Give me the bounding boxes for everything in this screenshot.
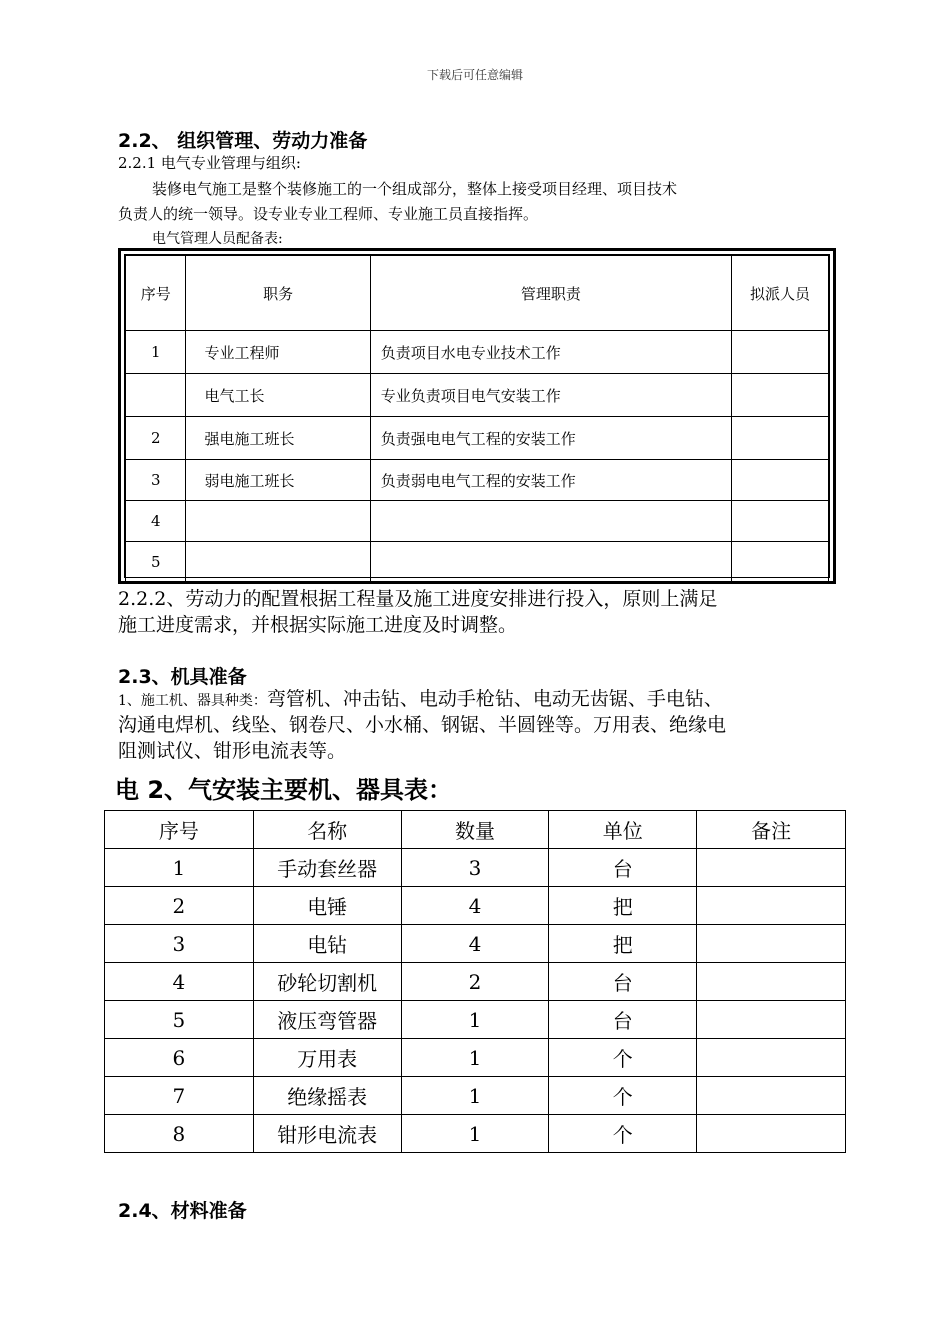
table-cell [697, 887, 846, 925]
table-cell: 负责项目水电专业技术工作 [370, 331, 731, 374]
table-cell [731, 542, 828, 583]
subsection-2-2-1: 2.2.1 电气专业管理与组织: [118, 154, 301, 172]
table-header-row [105, 811, 846, 849]
table-cell [186, 501, 370, 542]
table-row [126, 331, 829, 374]
header-cell: 管理职责 [370, 256, 731, 331]
table-cell: 1 [401, 1039, 549, 1077]
header-cell: 数量 [401, 811, 549, 849]
table-cell [697, 1001, 846, 1039]
table-row [105, 1001, 846, 1039]
table-cell: 1 [401, 1077, 549, 1115]
header-cell: 备注 [697, 811, 846, 849]
table-cell: 4 [401, 925, 549, 963]
tools-line-1-prefix: 1、施工机、器具种类： [118, 693, 267, 709]
table-cell [697, 1039, 846, 1077]
table-cell: 强电施工班长 [186, 417, 370, 460]
table-row [105, 1039, 846, 1077]
table-cell: 个 [549, 1077, 697, 1115]
table-row [126, 460, 829, 501]
table-row [105, 925, 846, 963]
tools-line-2: 沟通电焊机、线坠、钢卷尺、小水桶、钢锯、半圆锉等。万用表、绝缘电 [118, 714, 727, 736]
table-cell: 3 [105, 925, 254, 963]
table-cell: 1 [105, 849, 254, 887]
table-cell: 4 [105, 963, 254, 1001]
equipment-table [104, 810, 846, 1153]
table-cell: 专业工程师 [186, 331, 370, 374]
table-cell: 3 [401, 849, 549, 887]
table-row [105, 1115, 846, 1153]
management-table [125, 255, 829, 583]
table-cell: 负责弱电电气工程的安装工作 [370, 460, 731, 501]
table-cell [697, 1115, 846, 1153]
table-cell [697, 1077, 846, 1115]
table-cell [697, 963, 846, 1001]
section-title-2-4: 2.4、材料准备 [118, 1200, 247, 1222]
table-cell: 7 [105, 1077, 254, 1115]
paragraph-line-1: 装修电气施工是整个装修施工的一个组成部分，整体上接受项目经理、项目技术 [152, 180, 678, 198]
table-cell: 手动套丝器 [253, 849, 401, 887]
table-cell: 8 [105, 1115, 254, 1153]
table-cell [697, 849, 846, 887]
table-cell: 电气工长 [186, 374, 370, 417]
table-cell: 台 [549, 1001, 697, 1039]
table-row [126, 417, 829, 460]
table-cell [186, 542, 370, 583]
tools-line-1-rest: 弯管机、冲击钻、电动手枪钻、电动无齿锯、手电钻、 [266, 688, 723, 710]
table-cell: 电锤 [253, 887, 401, 925]
table-cell [731, 460, 828, 501]
table-cell [731, 417, 828, 460]
table-cell: 万用表 [253, 1039, 401, 1077]
table-cell [370, 542, 731, 583]
management-table-frame [118, 248, 836, 584]
table-cell: 负责强电电气工程的安装工作 [370, 417, 731, 460]
header-cell: 序号 [105, 811, 254, 849]
subsection-2-2-2-line-2: 施工进度需求，并根据实际施工进度及时调整。 [118, 614, 518, 636]
table-cell: 1 [126, 331, 186, 374]
table-cell: 台 [549, 849, 697, 887]
table-cell: 液压弯管器 [253, 1001, 401, 1039]
table-cell: 2 [126, 417, 186, 460]
table-cell: 5 [105, 1001, 254, 1039]
table-row [105, 963, 846, 1001]
table-cell: 专业负责项目电气安装工作 [370, 374, 731, 417]
subsection-2-2-2-line-1: 2.2.2、劳动力的配置根据工程量及施工进度安排进行投入，原则上满足 [118, 588, 718, 610]
header-cell: 职务 [186, 256, 370, 331]
table-cell: 4 [126, 501, 186, 542]
table-caption: 电气管理人员配备表: [152, 231, 283, 247]
table-cell: 2 [105, 887, 254, 925]
table-cell: 钳形电流表 [253, 1115, 401, 1153]
table-cell [731, 374, 828, 417]
table-header-row [126, 256, 829, 331]
section-title-2-3: 2.3、机具准备 [118, 666, 247, 688]
table-cell: 5 [126, 542, 186, 583]
table-cell: 6 [105, 1039, 254, 1077]
table-cell: 4 [401, 887, 549, 925]
table-cell: 台 [549, 963, 697, 1001]
paragraph-line-2: 负责人的统一领导。设专业专业工程师、专业施工员直接指挥。 [118, 205, 539, 223]
table-row [126, 374, 829, 417]
header-cell: 单位 [549, 811, 697, 849]
table-row [105, 1077, 846, 1115]
table-cell [126, 374, 186, 417]
table-cell: 把 [549, 925, 697, 963]
table-cell: 绝缘摇表 [253, 1077, 401, 1115]
table-row [105, 849, 846, 887]
table-cell: 个 [549, 1039, 697, 1077]
table-cell [370, 501, 731, 542]
table-cell: 1 [401, 1115, 549, 1153]
table-cell [697, 925, 846, 963]
section-title-2-2: 2.2、 组织管理、劳动力准备 [118, 130, 368, 152]
header-cell: 名称 [253, 811, 401, 849]
table-cell [731, 331, 828, 374]
table-cell [731, 501, 828, 542]
table-cell: 1 [401, 1001, 549, 1039]
table-row [105, 887, 846, 925]
page-header-note: 下载后可任意编辑 [426, 68, 523, 82]
tools-line-1 [118, 686, 723, 714]
header-cell: 序号 [126, 256, 186, 331]
table-cell: 3 [126, 460, 186, 501]
table-row [126, 542, 829, 583]
table-row [126, 501, 829, 542]
table-cell: 把 [549, 887, 697, 925]
table-cell: 2 [401, 963, 549, 1001]
header-cell: 拟派人员 [731, 256, 828, 331]
table-cell: 砂轮切割机 [253, 963, 401, 1001]
table-cell: 电钻 [253, 925, 401, 963]
table-cell: 弱电施工班长 [186, 460, 370, 501]
equipment-table-title: 电 2、气安装主要机、器具表： [115, 776, 453, 804]
tools-line-3: 阻测试仪、钳形电流表等。 [118, 740, 347, 762]
table-cell: 个 [549, 1115, 697, 1153]
